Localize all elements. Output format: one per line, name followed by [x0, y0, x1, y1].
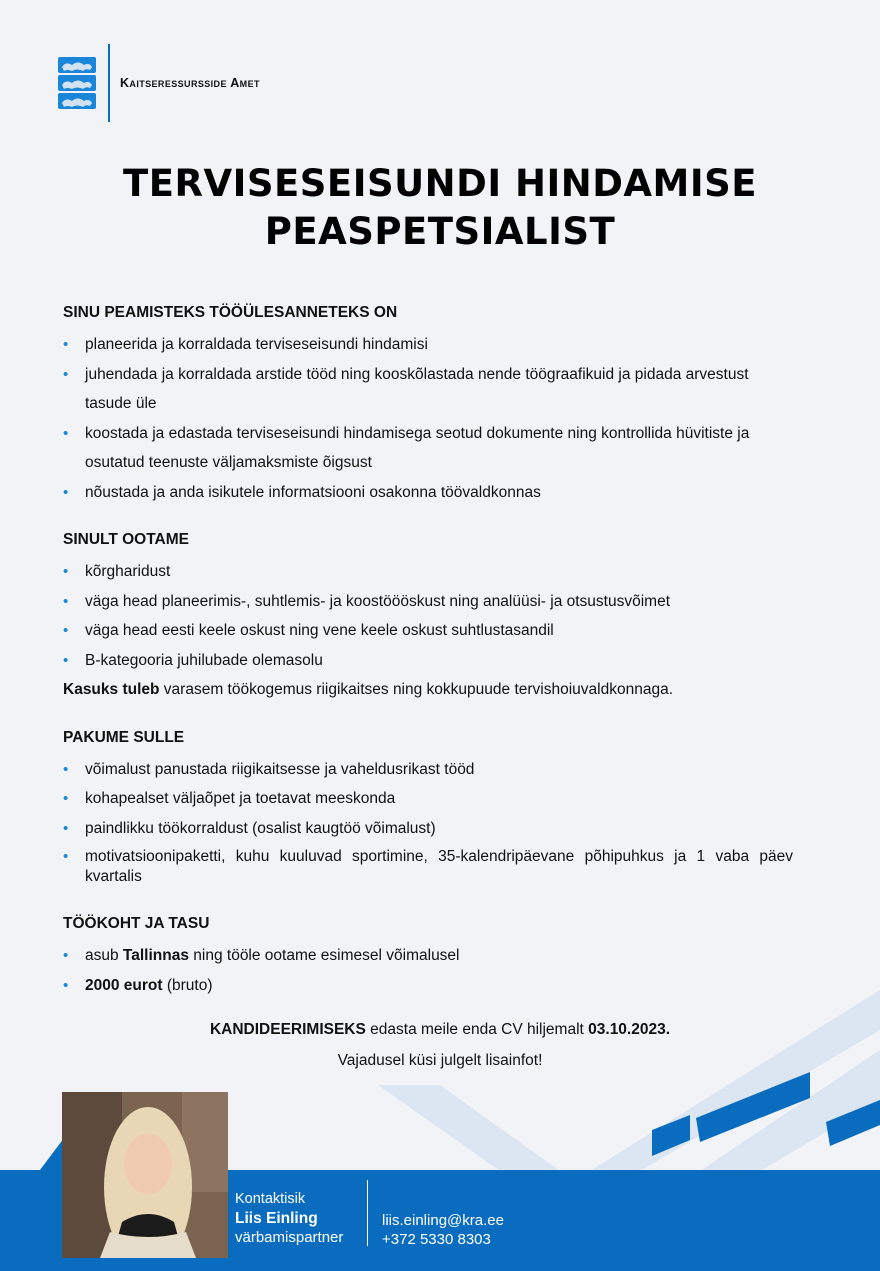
contact-divider [367, 1180, 368, 1246]
requirements-section [63, 527, 793, 705]
contact-phone[interactable]: +372 5330 8303 [382, 1231, 491, 1248]
job-title-line-1: TERVISESEISUNDI HINDAMISE [122, 162, 758, 205]
requirements-list [63, 557, 793, 675]
location-text-post: ning tööle ootame esimesel võimalusel [188, 947, 460, 964]
more-info-note: Vajadusel küsi julgelt lisainfot! [337, 1052, 543, 1069]
contact-details [382, 1211, 504, 1249]
apply-text: edasta meile enda CV hiljemalt [365, 1021, 589, 1038]
three-lions-coat-of-arms-icon [58, 57, 96, 109]
job-description [63, 300, 793, 1020]
agency-name: Kaitseressursside Amet [120, 76, 260, 90]
advantage-note-bold: Kasuks tuleb [63, 681, 160, 698]
contact-email[interactable]: liis.einling@kra.ee [382, 1212, 504, 1229]
contact-name: Liis Einling [235, 1210, 318, 1227]
offer-list [63, 755, 793, 892]
contact-photo [62, 1092, 228, 1258]
list-item: • planeerida ja korraldada terviseseisundi hindamisi [63, 330, 793, 360]
list-item: • väga head planeerimis-, suhtlemis- ja koostöööskust ning analüüsi- ja otsustusvõimet [63, 587, 793, 617]
location-text-pre: asub [85, 947, 123, 964]
location-heading: TÖÖKOHT JA TASU [63, 915, 210, 932]
application-instructions [0, 1021, 880, 1039]
list-item: • nõustada ja anda isikutele informatsiooni osakonna töövaldkonnas [63, 478, 793, 508]
advantage-note [63, 675, 793, 705]
salary-note: (bruto) [162, 976, 213, 994]
list-item: • juhendada ja korraldada arstide tööd ning kooskõlastada nende töögraafikuid ja pidada arvestust tasude üle [63, 360, 793, 419]
offer-section [63, 725, 793, 892]
list-item: • kohapealset väljaõpet ja toetavat meeskonda [63, 784, 793, 814]
contact-label: Kontaktisik [235, 1191, 306, 1207]
list-item: • koostada ja edastada terviseseisundi hindamisega seotud dokumente ning kontrollida hüvitiste ja osutatud teenuste väljamaksmiste õigsust [63, 419, 793, 478]
advantage-note-text: varasem töökogemus riigikaitses ning kokkupuude tervishoiuvaldkonnaga. [159, 681, 673, 698]
header-divider [108, 44, 110, 122]
contact-role: värbamispartner [235, 1229, 344, 1246]
job-title-line-2: PEASPETSIALIST [264, 210, 616, 253]
apply-bold: KANDIDEERIMISEKS [209, 1021, 366, 1038]
header [58, 44, 260, 122]
location-city: Tallinnas [122, 947, 189, 964]
list-item: • motivatsioonipaketti, kuhu kuuluvad sportimine, 35-kalendripäevane põhipuhkus ja 1 vaba päev kvartalis [63, 843, 793, 891]
list-item: • väga head eesti keele oskust ning vene keele oskust suhtlustasandil [63, 616, 793, 646]
requirements-heading: SINULT OOTAME [63, 531, 189, 548]
contact-portrait-image [62, 1092, 228, 1258]
duties-heading: SINU PEAMISTEKS TÖÖÜLESANNETEKS ON [63, 304, 398, 321]
contact-person [235, 1190, 343, 1247]
offer-heading: PAKUME SULLE [63, 728, 185, 746]
job-title [0, 160, 880, 256]
list-item: • B-kategooria juhilubade olemasolu [63, 646, 793, 676]
application-deadline: 03.10.2023. [588, 1021, 671, 1038]
salary-amount: 2000 eurot [85, 976, 163, 994]
duties-list [63, 330, 793, 507]
location-section [63, 911, 793, 1000]
duties-section [63, 300, 793, 507]
list-item: • paindlikku töökorraldust (osalist kaugtöö võimalust) [63, 814, 793, 844]
list-item: • võimalust panustada riigikaitsesse ja vaheldusrikast tööd [63, 755, 793, 785]
list-item: • kõrgharidust [63, 557, 793, 587]
list-item [63, 941, 793, 971]
